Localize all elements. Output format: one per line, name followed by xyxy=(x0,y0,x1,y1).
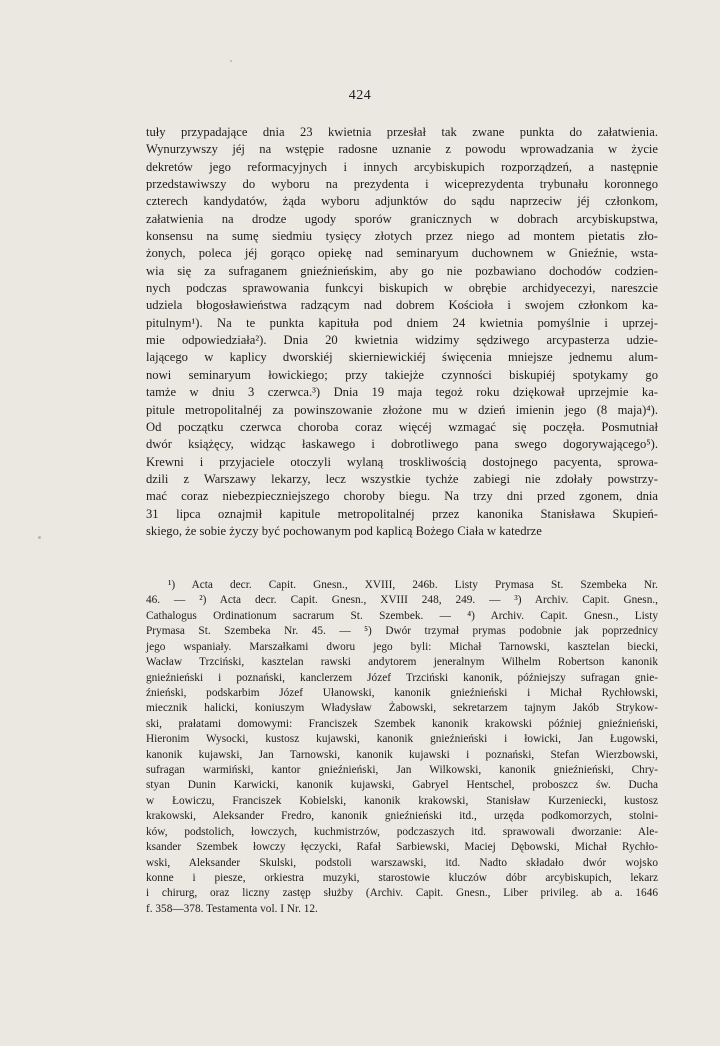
footnote-line: ski, prałatami domowymi: Franciszek Szembek kanonik krakowski później gnieźnieński, xyxy=(146,717,658,730)
footnote-line: i chirurg, oraz liczny zastęp służby (Archiv. Capit. Gnesn., Liber privileg. ab a. 1646 xyxy=(146,887,658,900)
text-line: dzili z Warszawy lekarzy, lecz wszystkie tychże zabiegi nie zdołały powstrzy- xyxy=(146,471,658,486)
text-line: udziela błogosławieństwa radzącym nad dobrem Kościoła i swojem członkom ka- xyxy=(146,298,658,313)
text-line: nowi seminaryum łowickiego; przy takiejże czynności biskupiéj spotykamy go xyxy=(146,367,658,382)
footnote-line: Cathalogus Ordinationum sacrarum St. Szembek. — ⁴) Archiv. Capit. Gnesn., Listy xyxy=(146,609,658,622)
footnote-line: ków, podstolich, łowczych, kuchmistrzów, podczaszych itd. sprawowali dworzanie: Ale- xyxy=(146,825,658,838)
text-line: Krewni i przyjaciele otoczyli wylaną troskliwością dostojnego pacyenta, sprowa- xyxy=(146,454,658,469)
text-line: lającego w kaplicy dworskiéj skierniewickiéj święcenia mniejsze jednemu alum- xyxy=(146,350,658,365)
footnote-line: krakowski, Aleksander Fredro, kanonik gnieźnieński itd., urzęda podkomorzych, stolni- xyxy=(146,810,658,823)
footnote-line: jego wspaniały. Marszałkami dworu jego byli: Michał Tarnowski, kasztelan biecki, xyxy=(146,640,658,653)
footnote-line: gnieźnieński i poznański, kanclerzem Józef Trzciński kanonik, późniejszy sufragan gnie- xyxy=(146,671,658,684)
footnote-line: sufragan warmiński, kantor gnieźnieński, Jan Wilkowski, kanonik gnieźnieński, Chry- xyxy=(146,764,658,777)
footnote-line: Prymasa St. Szembeka Nr. 45. — ⁵) Dwór trzymał prymas podobnie jak poprzednicy xyxy=(146,625,658,638)
text-line: pitulnym¹). Na te punkta kapituła pod dniem 24 kwietnia pomyślnie i uprzej- xyxy=(146,315,658,330)
footnote-line: źnieński, podskarbim Józef Ułanowski, kanonik gnieźnieński i Michał Rychłowski, xyxy=(146,686,658,699)
page-number: 424 xyxy=(348,88,372,103)
footnote-line: f. 358—378. Testamenta vol. I Nr. 12. xyxy=(146,902,318,915)
footnote-line: konne i piesze, orkiestra muzyki, starostowie kluczów dóbr arcybiskupich, lekarz xyxy=(146,872,658,885)
footnote-line: Wacław Trzciński, kasztelan rawski andytorem jeneralnym Wilhelm Robertson kanonik xyxy=(146,656,658,669)
footnote-line: miecznik halicki, koniuszym Władysław Żabowski, sekretarzem tajnym Jakób Strykow- xyxy=(146,702,658,715)
text-line: załatwienia na drodze ugody sporów granicznych w dobrach arcybiskupstwa, xyxy=(146,211,658,226)
paper-blemish xyxy=(38,536,41,539)
text-line: konsensu na sumę siedmiu tysięcy złotych przez niego ad montem pietatis zło- xyxy=(146,229,658,244)
paper-blemish xyxy=(230,60,232,62)
footnote-line: 46. — ²) Acta decr. Capit. Gnesn., XVIII 248, 249. — ³) Archiv. Capit. Gnesn., xyxy=(146,594,658,607)
text-line: dekretów jego reformacyjnych i innych arcybiskupich rozporządzeń, a następnie xyxy=(146,159,658,174)
footnote-line: ksander Szembek łowczy łęczycki, Rafał Sarbiewski, Maciej Dębowski, Michał Rychło- xyxy=(146,841,658,854)
text-line: tamże w dniu 3 czerwca.³) Dnia 19 maja tegoż roku dziękował uprzejmie ka- xyxy=(146,385,658,400)
footnote-line: ¹) Acta decr. Capit. Gnesn., XVIII, 246b. Listy Prymasa St. Szembeka Nr. xyxy=(168,579,658,591)
text-line: dwór książęcy, widząc łaskawego i dobrotliwego pana swego dogorywającego⁵). xyxy=(146,437,658,452)
text-line: 31 lipca oznajmił kapitule metropolitalnéj przez kanonika Stanisława Skupień- xyxy=(146,506,658,521)
footnote-line: styan Dunin Karwicki, kanonik kujawski, Gabryel Hentschel, proboszcz św. Ducha xyxy=(146,779,658,792)
text-line: czterech kandydatów, żąda wyboru adjunktów do sądu naprzeciw jéj członkom, xyxy=(146,194,658,209)
text-line: skiego, że sobie życzy być pochowanym pod kaplicą Bożego Ciała w katedrze xyxy=(146,523,542,538)
text-line: przedstawiwszy do wyboru na prezydenta i wiceprezydenta trybunału koronnego xyxy=(146,177,658,192)
text-line: Wynurzywszy jéj na wstępie radosne uznanie z powodu wprowadzania w życie xyxy=(146,142,658,157)
text-line: nych podczas sprawowania funkcyi biskupich w obrębie archidyecezyi, nareszcie xyxy=(146,281,658,296)
footnote-line: w Łowiczu, Franciszek Kobielski, kanonik krakowski, Stanisław Kurzeniecki, kustosz xyxy=(146,794,658,807)
main-text xyxy=(146,124,658,540)
footnote-line: kanonik kujawski, Jan Tarnowski, kanonik kujawski i poznański, Stefan Wierzbowski, xyxy=(146,748,658,761)
text-line: pitule metropolitalnéj za powinszowanie złożone mu w dzień imienin jego (8 maja)⁴). xyxy=(146,402,658,417)
footnote-line: Hieronim Wysocki, kustosz kujawski, kanonik gnieźnieński i łowicki, Jan Ługowski, xyxy=(146,733,658,746)
text-line: mać coraz niebezpieczniejszego choroby biegu. Na trzy dni przed zgonem, dnia xyxy=(146,489,658,504)
footnotes xyxy=(146,578,658,917)
text-line: żonych, poleca jéj gorąco opiekę nad seminaryum duchownem w Gnieźnie, wsta- xyxy=(146,246,658,261)
footnote-line: wski, Aleksander Skulski, podstoli warszawski, itd. Nadto składało dwór wojsko xyxy=(146,856,658,869)
text-line: Od początku czerwca choroba coraz więcéj wzmagać się poczęła. Posmutniał xyxy=(146,419,658,434)
text-line: tuły przypadające dnia 23 kwietnia przesłał tak zwane punkta do załatwienia. xyxy=(146,125,658,139)
text-line: mie odpowiedziała²). Dnia 20 kwietnia widzimy sędziwego arcypasterza udzie- xyxy=(146,333,658,348)
text-line: wia się za sufraganem gnieźnieńskim, aby go nie pozbawiano dochodów codzien- xyxy=(146,263,658,278)
